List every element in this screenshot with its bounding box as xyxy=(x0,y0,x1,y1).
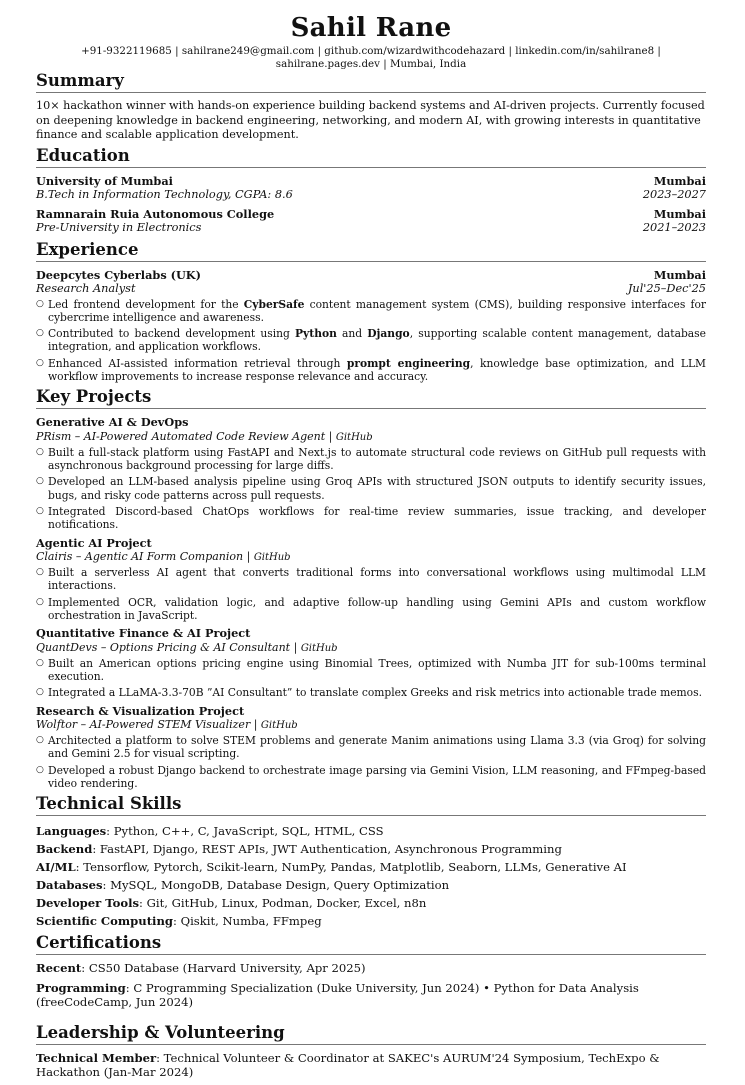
bullet-circle-icon: ○ xyxy=(36,657,44,668)
job-dates: Jul'25–Dec'25 xyxy=(627,282,706,295)
github-link[interactable]: GitHub xyxy=(335,431,373,443)
summary-text: 10× hackathon winner with hands-on experience building backend systems and AI-driven projects. Currently focused on deepening knowledge in backend engineering, networking, and modern AI, with growing interests in quantitative finance and scalable application development. xyxy=(36,99,705,141)
github-link[interactable]: GitHub xyxy=(253,552,291,564)
project-bullets xyxy=(36,446,706,532)
section-title-skills: Technical Skills xyxy=(36,794,706,816)
education-dates: 2023–2027 xyxy=(642,188,706,201)
project-entry: Generative AI & DevOps PRism – AI-Powered Automated Code Review Agent | GitHub ○ Built a full-stack platform using FastAPI and Next.js to automate structural code reviews on GitHub pull requests with asynchronous background processing for large diffs. ○ Developed an LLM-based analysis pipeline using Groq APIs with structured JSON outputs to identify security issues, bugs, and risky code patterns across pull requests. ○ Integrated Discord-based ChatOps workflows for real-time review summaries, issue tracking, and developer notifications. xyxy=(36,415,706,532)
project-category: Generative AI & DevOps xyxy=(36,415,189,430)
list-item: ○ Integrated a LLaMA-3.3-70B ”AI Consultant” to translate complex Greeks and risk metrics into actionable trade memos. xyxy=(36,686,702,700)
list-item: ○ Contributed to backend development using Python and Django, supporting scalable content management, database integration, and application workflows. xyxy=(36,327,706,354)
bullet-circle-icon: ○ xyxy=(36,505,44,516)
project-category: Research & Visualization Project xyxy=(36,703,245,718)
list-item: ○ Built a full-stack platform using FastAPI and Next.js to automate structural code reviews on GitHub pull requests with asynchronous background processing for large diffs. xyxy=(36,445,706,473)
skill-row: Databases: MySQL, MongoDB, Database Design, Query Optimization xyxy=(36,878,450,893)
job-role: Research Analyst xyxy=(36,282,136,295)
school-location: Mumbai xyxy=(653,173,706,188)
leadership-row: Technical Member: Technical Volunteer & Coordinator at SAKEC's AURUM'24 Symposium, TechExpo & Hackathon (Jan-Mar 2024) xyxy=(36,1051,660,1080)
bullet-circle-icon: ○ xyxy=(36,446,44,457)
education-entry xyxy=(36,207,706,236)
bullet-circle-icon: ○ xyxy=(36,596,44,607)
candidate-name: Sahil Rane xyxy=(290,13,452,43)
project-subtitle: PRism – AI-Powered Automated Code Review Agent xyxy=(36,429,326,443)
skill-row: Scientific Computing: Qiskit, Numba, FFmpeg xyxy=(36,914,322,929)
project-bullets xyxy=(36,566,706,622)
school-name: Ramnarain Ruia Autonomous College xyxy=(36,206,275,221)
section-title-projects: Key Projects xyxy=(36,387,706,409)
bullet-circle-icon: ○ xyxy=(36,567,44,578)
project-entry: Research & Visualization Project Wolftor – AI-Powered STEM Visualizer | GitHub ○ Architected a platform to solve STEM problems and generate Manim animations using Llama 3.3 (via Groq) for solving and Gemini 2.5 for visual scripting. ○ Developed a robust Django backend to orchestrate image parsing via Gemini Vision, LLM reasoning, and FFmpeg-based video rendering. xyxy=(36,703,706,791)
bullet-circle-icon: ○ xyxy=(36,476,44,487)
degree: B.Tech in Information Technology, CGPA: 8.6 xyxy=(36,188,293,201)
list-item: ○ Integrated Discord-based ChatOps workflows for real-time review summaries, issue tracking, and developer notifications. xyxy=(36,504,706,532)
github-link[interactable]: GitHub xyxy=(300,642,338,654)
education-dates: 2021–2023 xyxy=(642,221,706,234)
education-entry xyxy=(36,174,706,203)
section-title-leadership: Leadership & Volunteering xyxy=(36,1023,706,1045)
github-link[interactable]: GitHub xyxy=(260,720,298,732)
project-subtitle: Wolftor – AI-Powered STEM Visualizer xyxy=(36,718,251,732)
project-subtitle: Clairis – Agentic AI Form Companion xyxy=(36,550,244,564)
experience-bullets xyxy=(36,298,706,384)
section-title-education: Education xyxy=(36,146,706,168)
school-name: University of Mumbai xyxy=(36,173,173,188)
project-category: Agentic AI Project xyxy=(36,535,152,550)
section-title-experience: Experience xyxy=(36,240,706,262)
project-bullets xyxy=(36,734,706,790)
school-location: Mumbai xyxy=(653,206,706,221)
list-item: ○ Implemented OCR, validation logic, and adaptive follow-up handling using Gemini APIs and custom workflow orchestration in JavaScript. xyxy=(36,595,706,622)
bullet-circle-icon: ○ xyxy=(36,298,44,309)
list-item: ○ Enhanced AI-assisted information retrieval through prompt engineering, knowledge base optimization, and LLM workflow improvements to increase response relevance and accuracy. xyxy=(36,356,706,383)
bullet-circle-icon: ○ xyxy=(36,735,44,746)
section-title-summary: Summary xyxy=(36,71,706,93)
skill-row: AI/ML: Tensorflow, Pytorch, Scikit-learn, NumPy, Pandas, Matplotlib, Seaborn, LLMs, Generative AI xyxy=(36,860,627,875)
list-item: ○ Led frontend development for the CyberSafe content management system (CMS), building responsive interfaces for cybercrime intelligence and awareness. xyxy=(36,297,706,324)
bullet-circle-icon: ○ xyxy=(36,357,44,368)
list-item: ○ Architected a platform to solve STEM problems and generate Manim animations using Llama 3.3 (via Groq) for solving and Gemini 2.5 for visual scripting. xyxy=(36,734,706,761)
bullet-circle-icon: ○ xyxy=(36,764,44,775)
list-item: ○ Developed a robust Django backend to orchestrate image parsing via Gemini Vision, LLM reasoning, and FFmpeg-based video rendering. xyxy=(36,763,706,791)
degree: Pre-University in Electronics xyxy=(36,221,202,234)
company-name: Deepcytes Cyberlabs (UK) xyxy=(36,267,201,282)
list-item: ○ Developed an LLM-based analysis pipeline using Groq APIs with structured JSON outputs to identify security issues, bugs, and risky code patterns across pull requests. xyxy=(36,475,706,502)
project-entry: Agentic AI Project Clairis – Agentic AI Form Companion | GitHub ○ Built a serverless AI agent that converts traditional forms into conversational workflows using multimodal LLM interactions. ○ Implemented OCR, validation logic, and adaptive follow-up handling using Gemini APIs and custom workflow orchestration in JavaScript. xyxy=(36,535,706,622)
bullet-circle-icon: ○ xyxy=(36,687,44,698)
bullet-circle-icon: ○ xyxy=(36,328,44,339)
certification-row: Programming: C Programming Specialization (Duke University, Jun 2024) • Python for Data Analysis (freeCodeCamp, Jun 2024) xyxy=(36,981,639,1010)
project-bullets xyxy=(36,657,706,700)
project-subtitle: QuantDevs – Options Pricing & AI Consultant xyxy=(36,640,291,654)
certification-row: Recent: CS50 Database (Harvard University, Apr 2025) xyxy=(36,961,366,976)
list-item: ○ Built a serverless AI agent that converts traditional forms into conversational workflows using multimodal LLM interactions. xyxy=(36,566,706,593)
skill-row: Languages: Python, C++, C, JavaScript, SQL, HTML, CSS xyxy=(36,824,384,839)
company-location: Mumbai xyxy=(653,267,706,282)
project-entry: Quantitative Finance & AI Project QuantDevs – Options Pricing & AI Consultant | GitHub ○ Built an American options pricing engine using Binomial Trees, optimized with Numba JIT for sub-100ms terminal execution. ○ Integrated a LLaMA-3.3-70B ”AI Consultant” to translate complex Greeks and risk metrics into actionable trade memos. xyxy=(36,626,706,700)
list-item: ○ Built an American options pricing engine using Binomial Trees, optimized with Numba JIT for sub-100ms terminal execution. xyxy=(36,656,706,684)
skill-row: Developer Tools: Git, GitHub, Linux, Podman, Docker, Excel, n8n xyxy=(36,896,427,911)
skill-row: Backend: FastAPI, Django, REST APIs, JWT Authentication, Asynchronous Programming xyxy=(36,842,562,857)
resume-page xyxy=(36,0,706,1085)
experience-entry xyxy=(36,268,706,384)
project-category: Quantitative Finance & AI Project xyxy=(36,626,251,641)
contact-line: +91-9322119685 | sahilrane249@gmail.com | github.com/wizardwithcodehazard | linkedin.com/in/sahilrane8 | sahilrane.pages.dev | Mumbai, India xyxy=(81,45,661,70)
section-title-certifications: Certifications xyxy=(36,933,706,955)
